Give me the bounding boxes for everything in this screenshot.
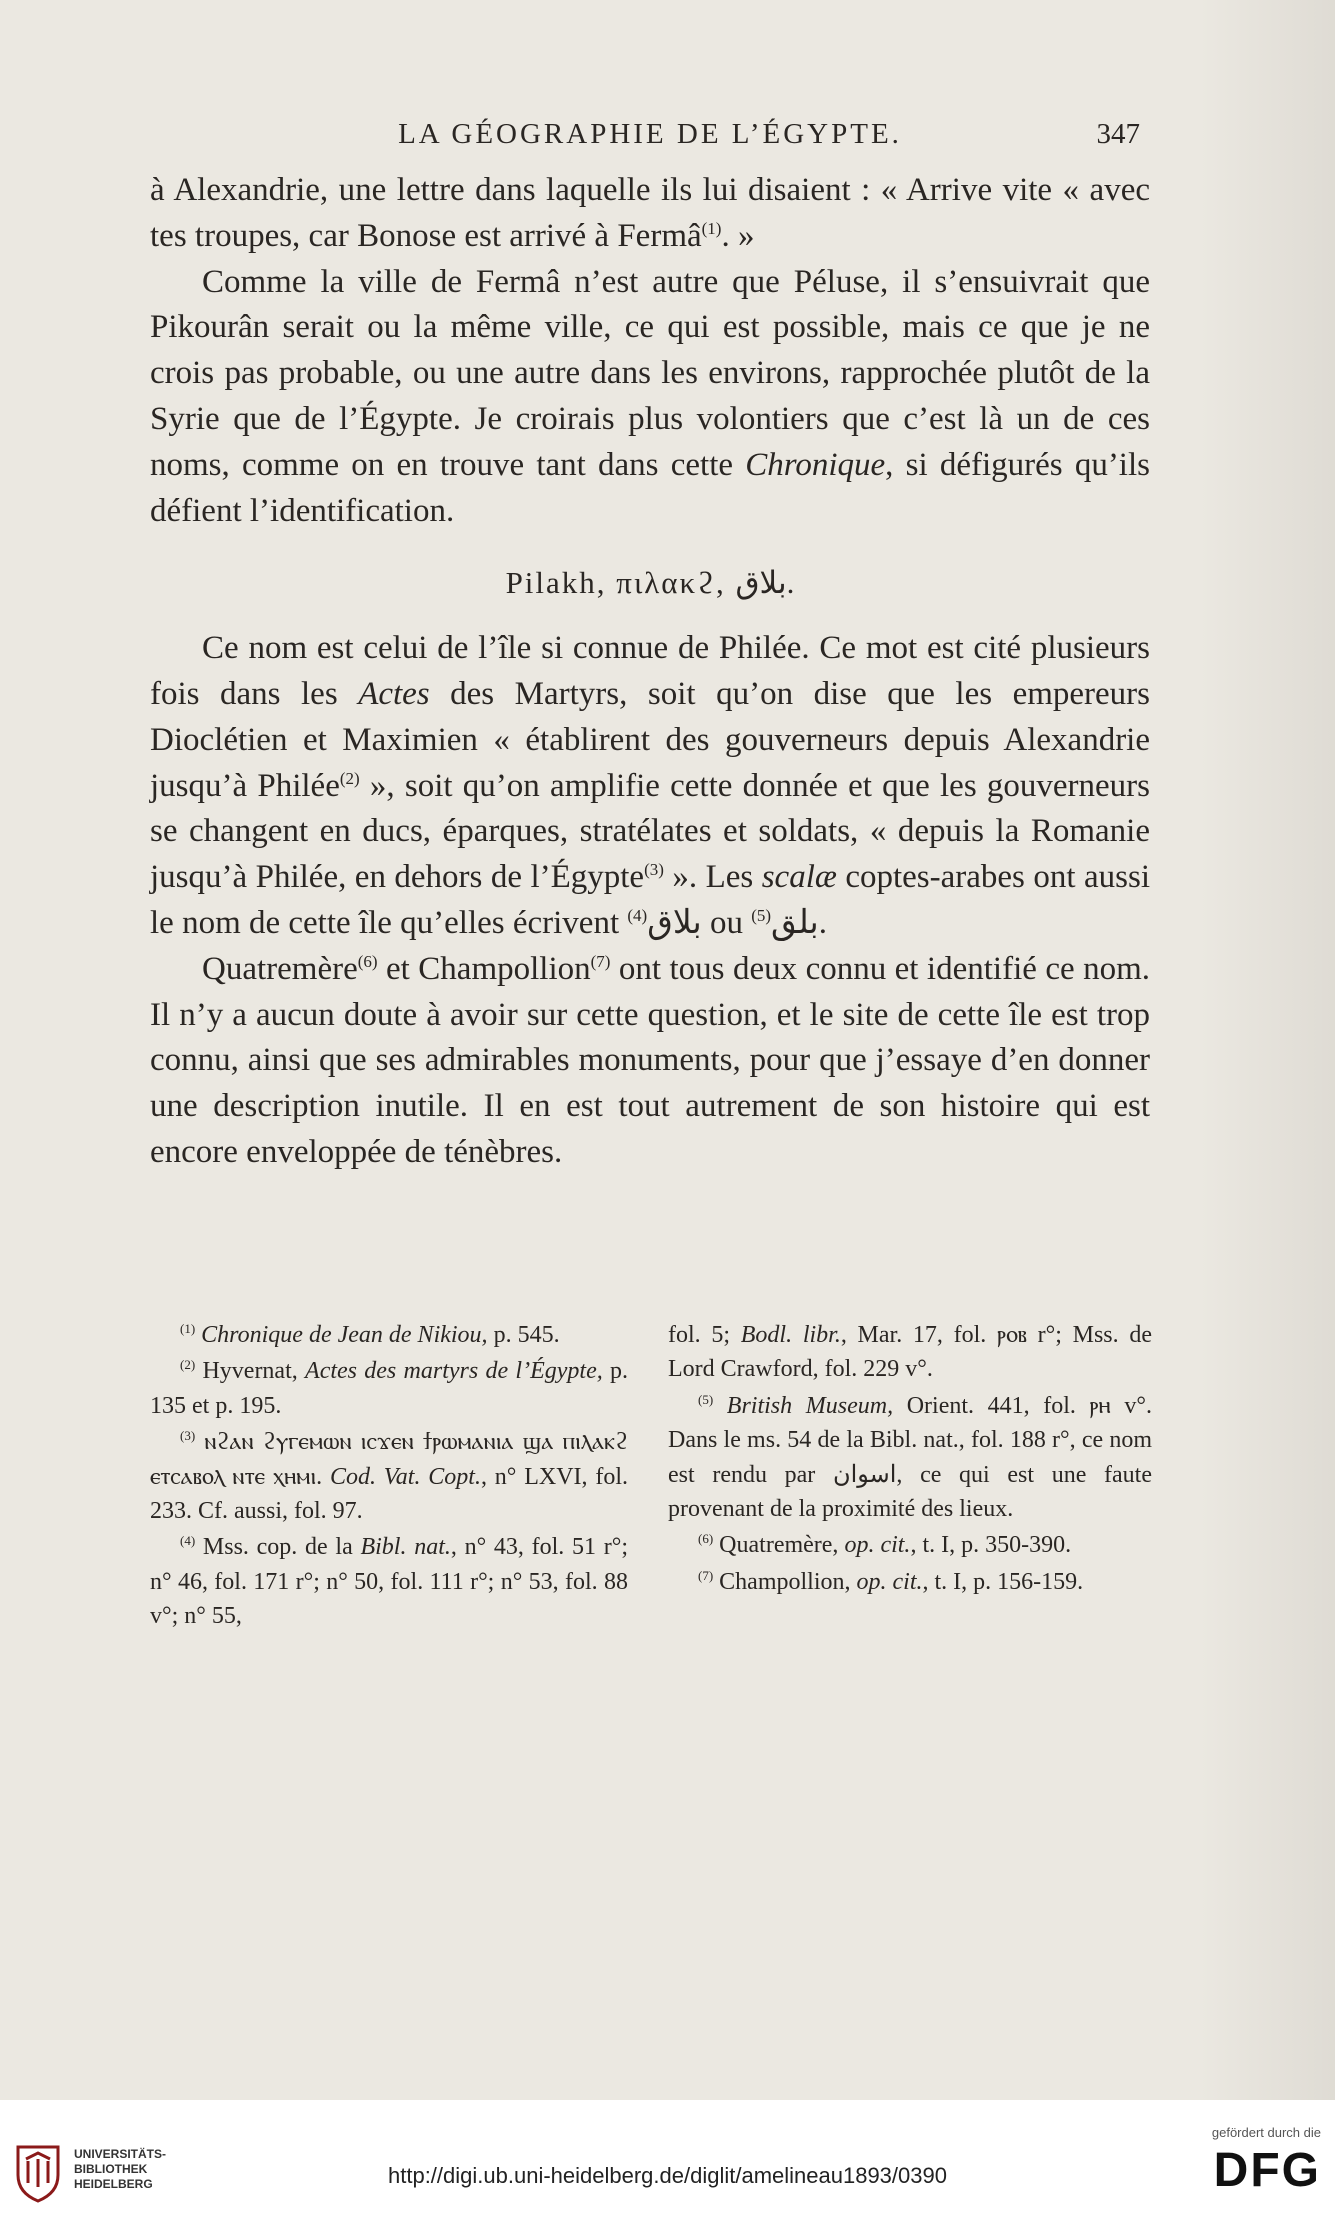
footnote-2: $^{(2)}$ Hyvernat, Actes des martyrs de l’Égypte, p. 135 et p. 195.	[150, 1357, 629, 1419]
footnote-4-continued: fol. 5; Bodl. libr., Mar. 17, fol. ⲣⲟⲃ r°; Mss. de Lord Crawford, fol. 229 v°.	[668, 1322, 1152, 1383]
permalink-url[interactable]: http://digi.ub.uni-heidelberg.de/diglit/amelineau1893/0390	[388, 2163, 947, 2188]
paragraph-2: Comme la ville de Fermâ n’est autre que Péluse, il s’ensuivrait que Pikourân serait ou la même ville, ce qui est possible, mais ce que je ne crois pas probable, ou une autre dans les environs, rapprochée plutôt de la Syrie que de l’Égypte. Je croirais plus volontiers que c’est là un de ces noms, comme on en trouve tant dans cette Chronique, si défigurés qu’ils défient l’identification.	[150, 263, 1150, 529]
paragraph-1: à Alexandrie, une lettre dans laquelle ils lui disaient : « Arrive vite « avec tes troupes, car Bonose est arrivé à Fermâ$^{(1)}$. »	[150, 172, 1150, 254]
running-title: LA GÉOGRAPHIE DE L’ÉGYPTE.	[398, 118, 902, 150]
footnote-ref-2[interactable]: (2)	[339, 768, 360, 788]
paragraph-3: Ce nom est celui de l’île si connue de Philée. Ce mot est cité plusieurs fois dans les Actes des Martyrs, soit qu’on dise que les empereurs Dioclétien et Maximien « établirent des gouverneurs depuis Alexandrie jusqu’à Philée$^{(2)}$ », soit qu’on amplifie cette donnée et que les gouverneurs se changent en ducs, éparques, stratélates et soldats, « depuis la Romanie jusqu’à Philée, en dehors de l’Égypte$^{(3)}$ ». Les scalæ coptes-arabes ont aussi le nom de cette île qu’elles écrivent بلاق$^{(4)}$ ou بلق$^{(5)}$ .	[150, 630, 1151, 941]
footnotes-right-column	[668, 1318, 1152, 1601]
footnote-ref-7[interactable]: (7)	[590, 951, 611, 971]
footnote-3: $^{(3)}$ ⲛϩⲁⲛ ϩⲩⲅⲉⲙⲱⲛ ⲓⲥϫⲉⲛ ϯⲣⲱⲙⲁⲛⲓⲁ ϣⲁ ⲡⲓⲗⲁⲕϩ ⲉⲧⲥⲁⲃⲟⲗ ⲛⲧⲉ ⲭⲏⲙⲓ. Cod. Vat. Copt., n° LXVI, fol. 233. Cf. aussi, fol. 97.	[150, 1428, 628, 1525]
section-heading: Pilakh, πιλακϩ, بلاق.	[505, 565, 795, 601]
paragraph-4: Quatremère$^{(6)}$ et Champollion$^{(7)}$ ont tous deux connu et identifié ce nom. Il n’y a aucun doute à avoir sur cette question, et le site de cette île est trop connu, ainsi que ses admirables monuments, pour que j’essaye d’en donner une description inutile. Il en est tout autrement de son histoire qui est encore enveloppée de ténèbres.	[150, 950, 1150, 1170]
page-edge-shadow	[1200, 0, 1335, 2100]
footnote-1: $^{(1)}$ Chronique de Jean de Nikiou, p. 545.	[180, 1321, 560, 1348]
running-header	[150, 118, 1150, 158]
page-number: 347	[1096, 118, 1140, 150]
footnote-ref-4[interactable]: (4)	[627, 905, 648, 925]
dfg-logo-text: DFG	[1213, 2144, 1321, 2197]
footnote-5: $^{(5)}$ British Museum, Orient. 441, fol. ⲣⲏ v°. Dans le ms. 54 de la Bibl. nat., fol. 188 r°, ce nom est rendu par اسوان, ce qui est une faute provenant de la proximité des lieux.	[668, 1391, 1153, 1523]
footnote-7: $^{(7)}$ Champollion, op. cit., t. I, p. 156-159.	[698, 1567, 1084, 1595]
funder-logo[interactable]	[1151, 2125, 1321, 2196]
footnote-ref-1[interactable]: (1)	[701, 218, 722, 238]
footnote-4: $^{(4)}$ Mss. cop. de la Bibl. nat., n° 43, fol. 51 r°; n° 46, fol. 171 r°; n° 50, fol. 111 r°; n° 53, fol. 88 v°; n° 55,	[150, 1533, 629, 1630]
body-text	[150, 168, 1150, 1176]
funding-note: gefördert durch die	[1211, 2125, 1321, 2140]
footnote-ref-3[interactable]: (3)	[644, 860, 664, 880]
library-name: UNIVERSITÄTS- BIBLIOTHEK HEIDELBERG	[74, 2147, 167, 2191]
footnote-ref-5[interactable]: (5)	[751, 905, 772, 925]
footnote-ref-6[interactable]: (6)	[357, 951, 378, 971]
viewer-footer-bar	[0, 2100, 1335, 2217]
footnote-6: $^{(6)}$ Quatremère, op. cit., t. I, p. 350-390.	[698, 1531, 1072, 1559]
footnotes-left-column	[150, 1318, 628, 1636]
